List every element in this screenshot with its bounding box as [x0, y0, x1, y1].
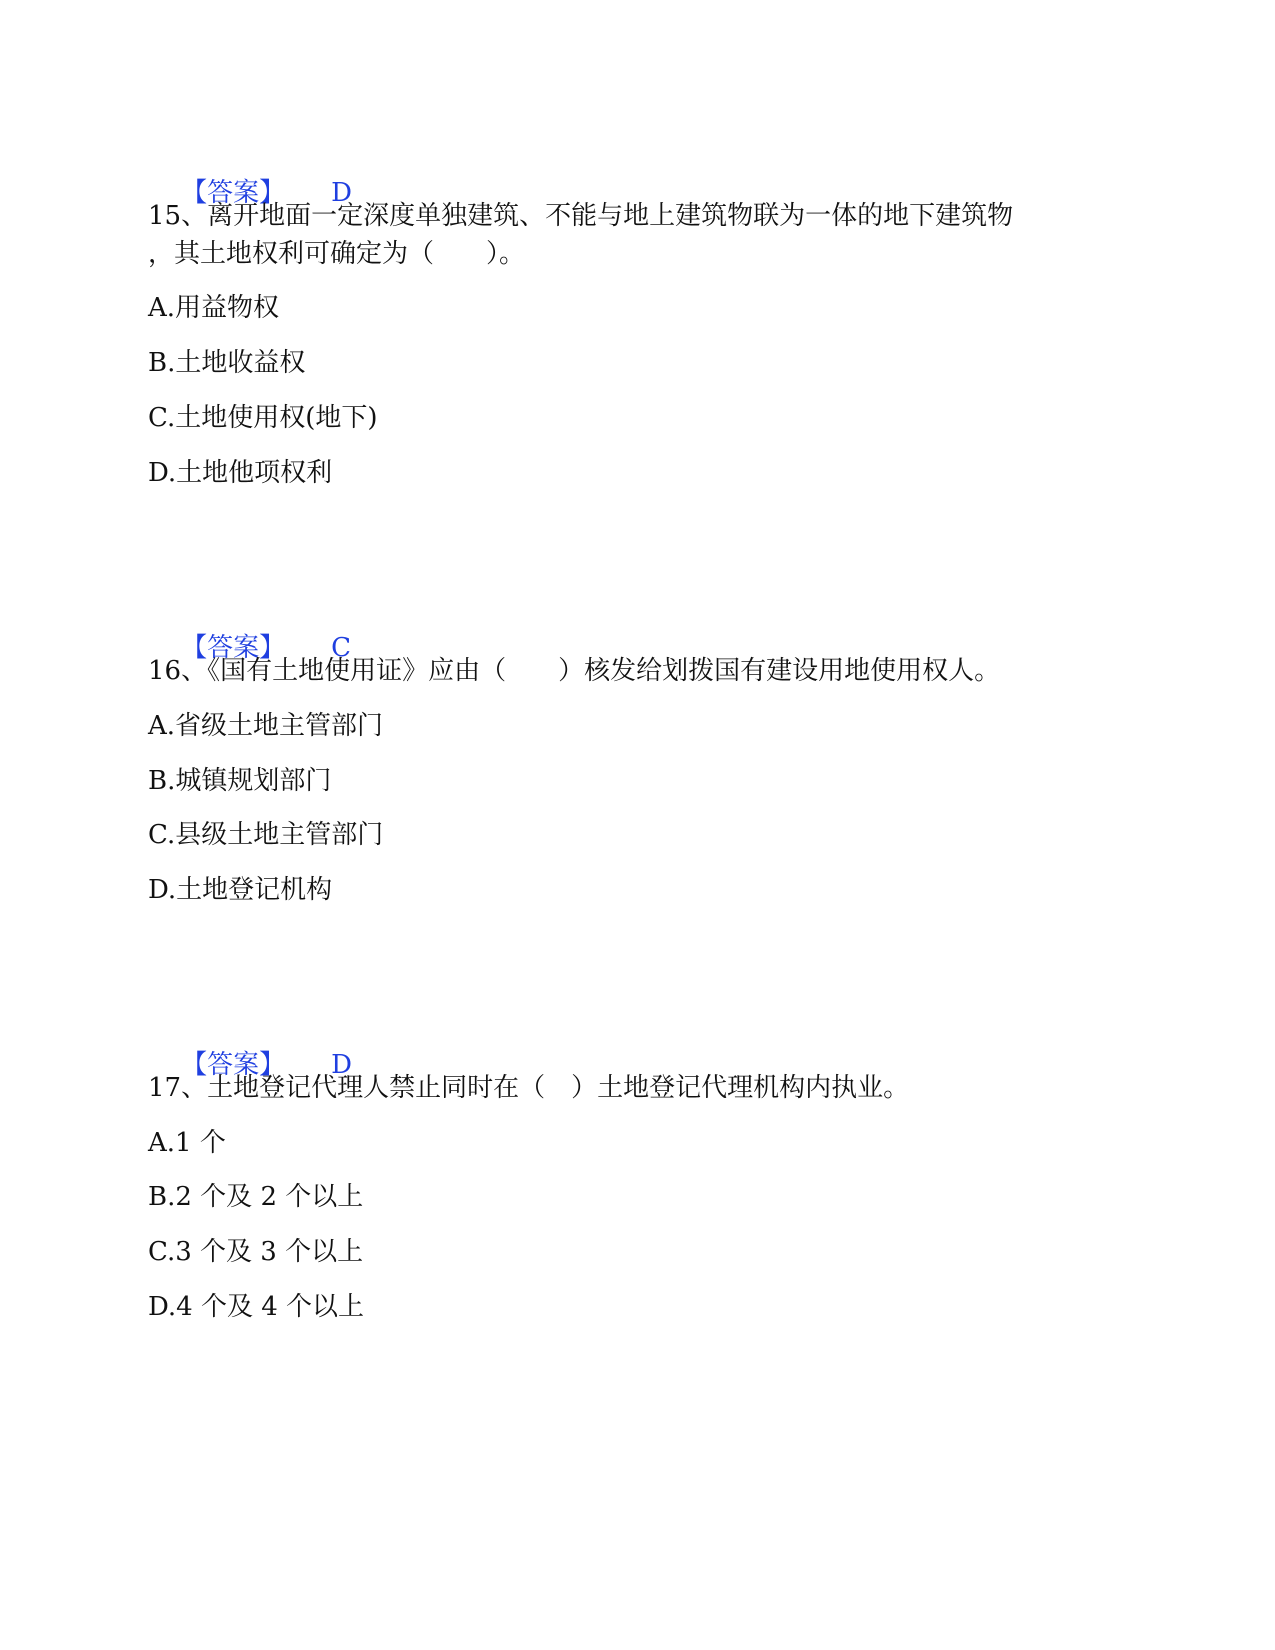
- option-c: C.3 个及 3 个以上: [148, 1237, 364, 1267]
- question-text: 16、《国有土地使用证》应由（ ）核发给划拨国有建设用地使用权人。: [148, 656, 1001, 686]
- question-text-continued: ，其土地权利可确定为（ ）。: [148, 239, 526, 269]
- answer-value: D: [331, 178, 352, 208]
- option-c: C.土地使用权(地下): [148, 403, 378, 433]
- option-a: A.1 个: [148, 1128, 226, 1158]
- option-a: A.用益物权: [148, 293, 280, 323]
- answer-value: D: [331, 1050, 352, 1080]
- option-d: D.土地他项权利: [148, 458, 333, 488]
- answer-label: 【答案】: [181, 633, 286, 663]
- option-d: D.土地登记机构: [148, 875, 333, 905]
- option-c: C.县级土地主管部门: [148, 820, 384, 850]
- answer-label: 【答案】: [181, 178, 286, 208]
- answer-value: C: [331, 633, 351, 663]
- option-a: A.省级土地主管部门: [148, 711, 384, 741]
- answer-label: 【答案】: [181, 1050, 286, 1080]
- question-text: 15、离开地面一定深度单独建筑、不能与地上建筑物联为一体的地下建筑物: [148, 201, 1014, 231]
- option-d: D.4 个及 4 个以上: [148, 1292, 365, 1322]
- question-text: 17、土地登记代理人禁止同时在（ ）土地登记代理机构内执业。: [148, 1073, 910, 1103]
- option-b: B.土地收益权: [148, 348, 306, 378]
- option-b: B.城镇规划部门: [148, 766, 332, 796]
- option-b: B.2 个及 2 个以上: [148, 1182, 364, 1212]
